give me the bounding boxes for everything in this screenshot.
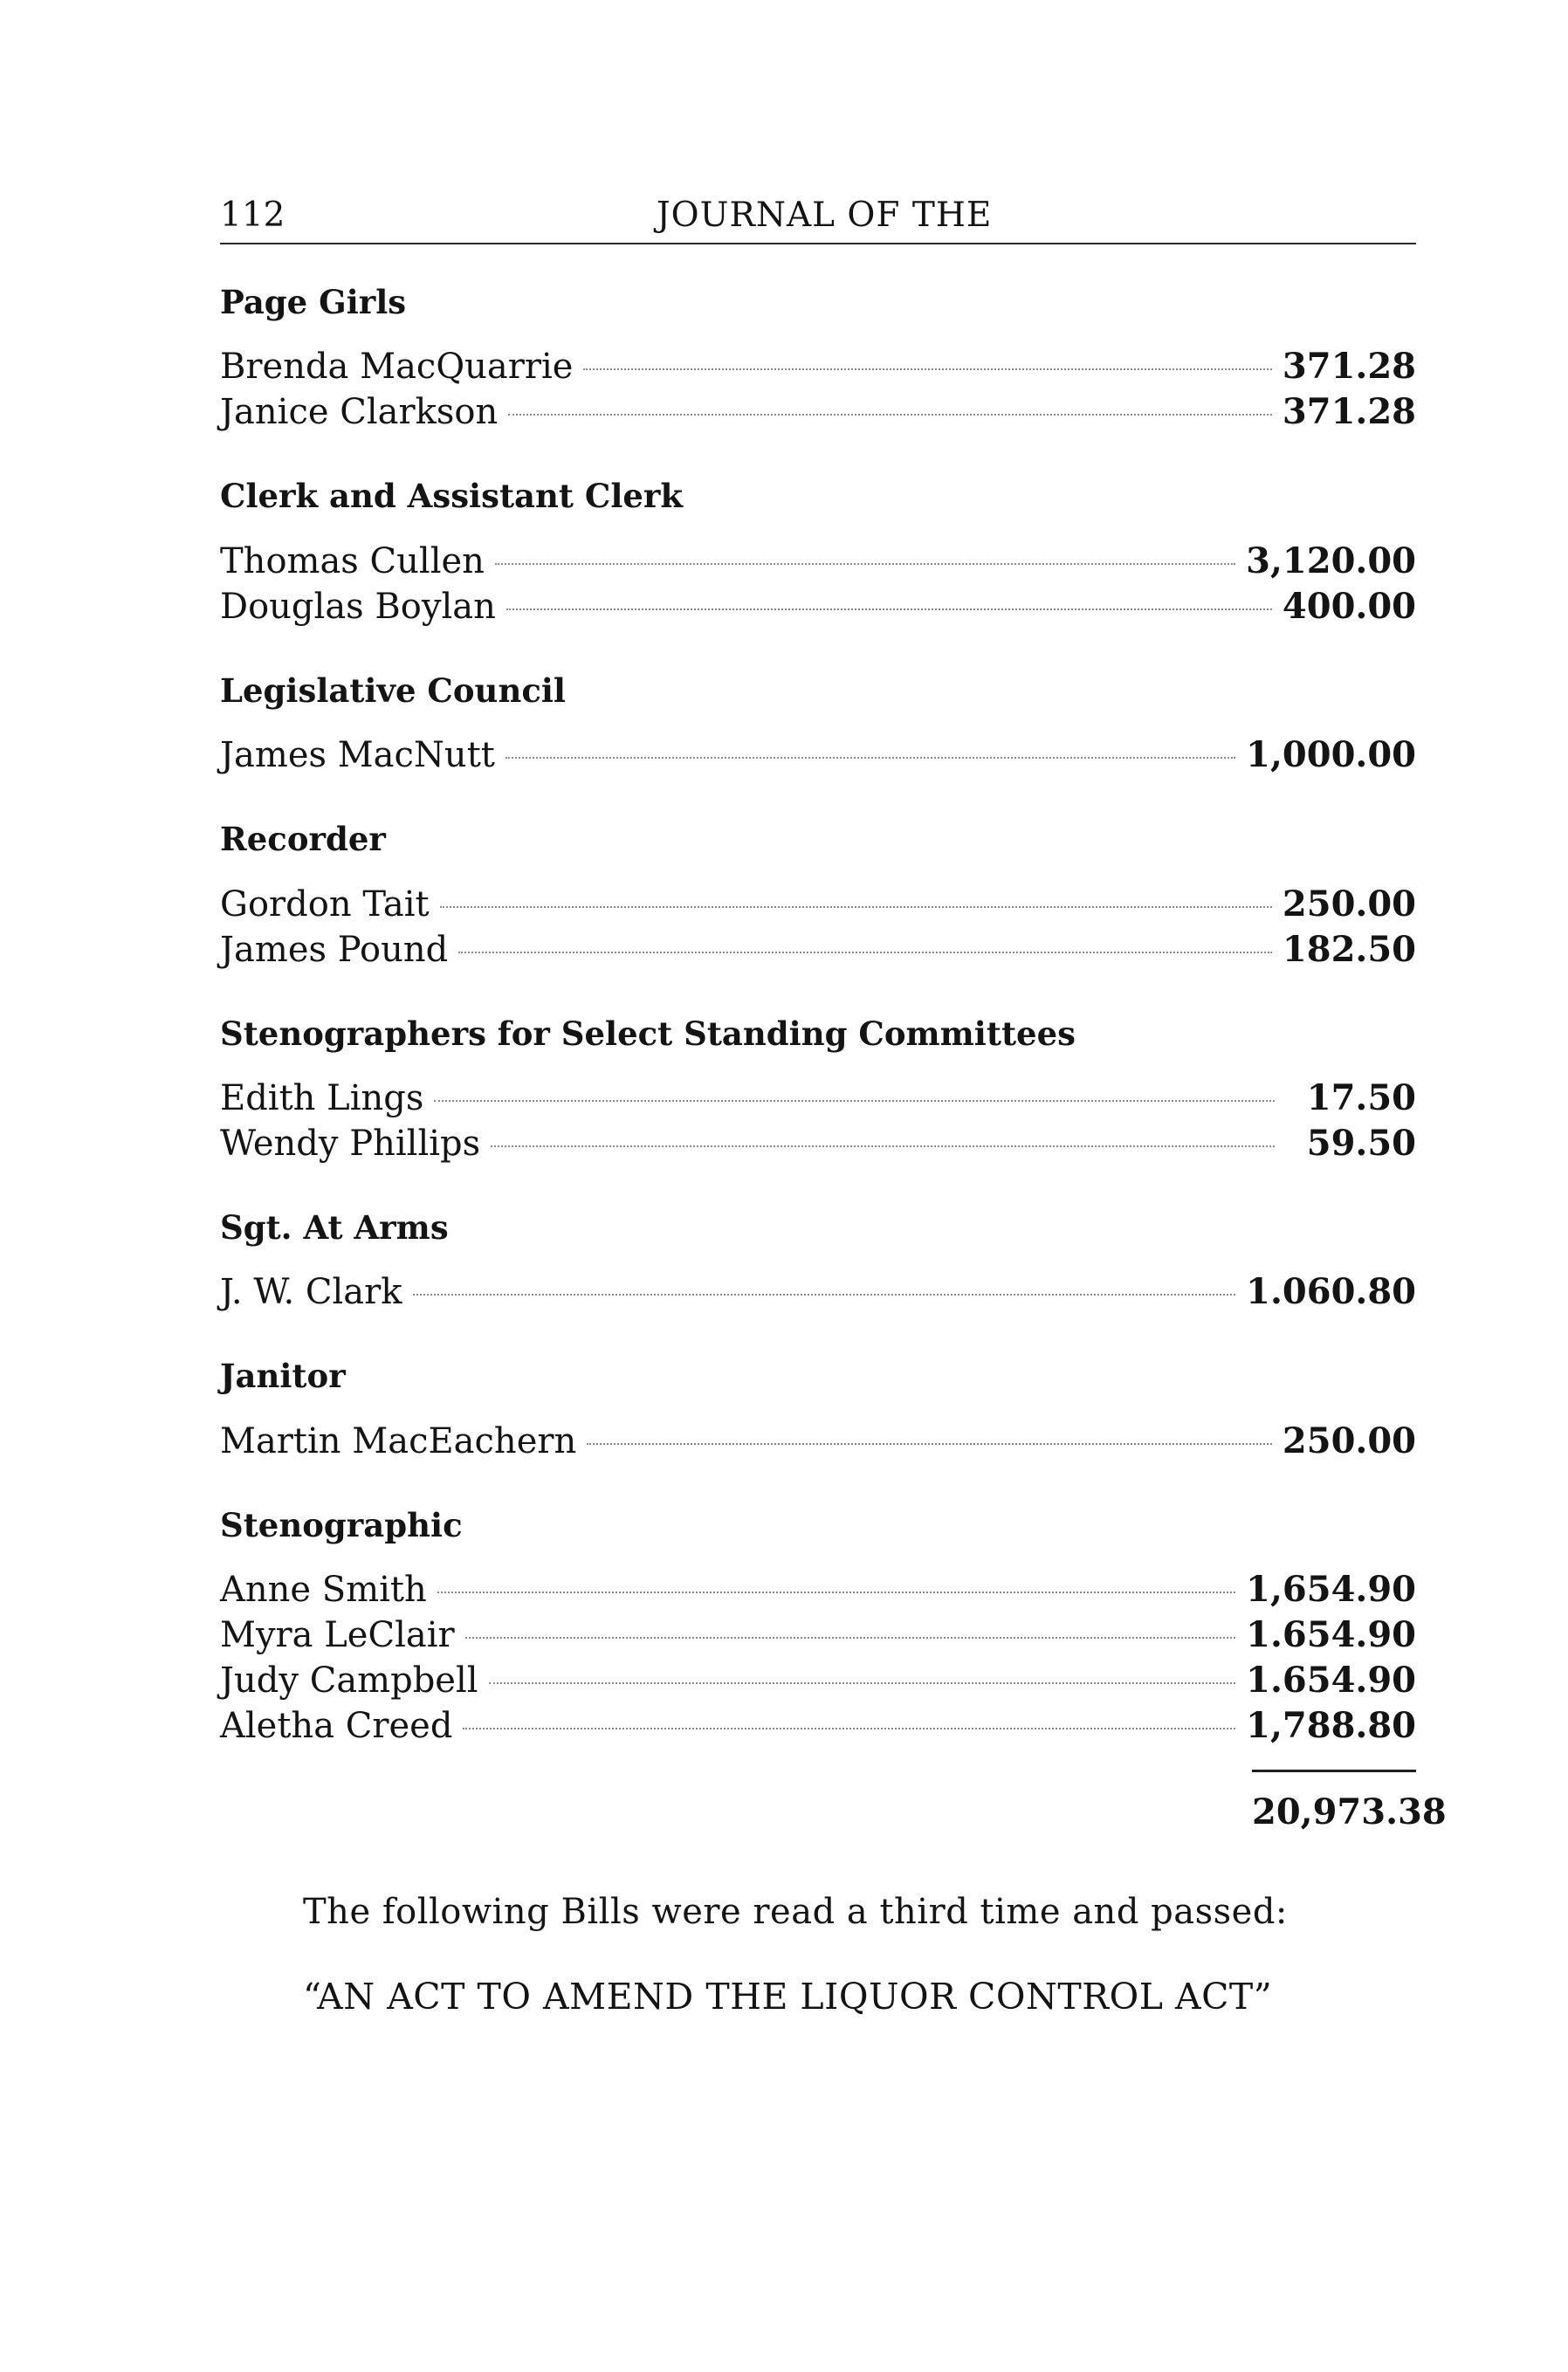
dot-leader xyxy=(458,952,1272,953)
dot-leader xyxy=(434,1100,1275,1102)
payment-amount: 1,654.90 xyxy=(1246,1569,1416,1611)
expense-row xyxy=(220,1269,1416,1315)
expense-row xyxy=(220,882,1416,927)
expense-row xyxy=(220,1419,1416,1464)
bill-title: “AN ACT TO AMEND THE LIQUOR CONTROL ACT” xyxy=(303,1976,1273,2018)
expense-row xyxy=(220,927,1416,973)
dot-leader xyxy=(440,906,1272,908)
page-header xyxy=(220,190,1416,244)
expense-section xyxy=(220,1208,1416,1315)
expense-row xyxy=(220,732,1416,778)
dot-leader xyxy=(489,1682,1236,1684)
payee-name: Myra LeClair xyxy=(220,1615,455,1656)
expense-sections xyxy=(220,283,1416,1749)
dot-leader xyxy=(491,1145,1275,1147)
payee-name: James MacNutt xyxy=(220,735,495,776)
payee-name: Edith Lings xyxy=(220,1077,424,1118)
total-block xyxy=(220,1770,1447,1833)
expense-section xyxy=(220,477,1416,629)
payment-amount: 400.00 xyxy=(1282,585,1416,627)
payee-name: Thomas Cullen xyxy=(220,540,485,581)
dot-leader xyxy=(437,1592,1235,1593)
expense-section xyxy=(220,1506,1416,1749)
payment-amount: 59.50 xyxy=(1306,1122,1416,1164)
payment-amount: 3,120.00 xyxy=(1246,540,1416,581)
payee-name: Janice Clarkson xyxy=(220,392,499,433)
payee-name: Aletha Creed xyxy=(220,1706,453,1747)
expense-row xyxy=(220,1567,1416,1612)
expense-row xyxy=(220,344,1416,389)
expense-section xyxy=(220,671,1416,778)
payee-name: Anne Smith xyxy=(220,1570,427,1611)
expense-section xyxy=(220,1014,1416,1166)
dot-leader xyxy=(413,1294,1236,1296)
payment-amount: 1,000.00 xyxy=(1246,734,1416,776)
payee-name: Brenda MacQuarrie xyxy=(220,347,574,388)
bills-statement: The following Bills were read a third time and passed: xyxy=(303,1892,1288,1933)
payee-name: Martin MacEachern xyxy=(220,1420,577,1461)
section-heading: Clerk and Assistant Clerk xyxy=(220,477,684,516)
dot-leader xyxy=(583,368,1271,370)
section-heading: Stenographers for Select Standing Committees xyxy=(220,1014,1076,1053)
payment-amount: 1.654.90 xyxy=(1246,1660,1416,1702)
expense-row xyxy=(220,1703,1416,1749)
dot-leader xyxy=(506,608,1272,610)
expense-row xyxy=(220,1121,1416,1166)
section-heading: Page Girls xyxy=(220,283,407,321)
dot-leader xyxy=(495,563,1235,565)
payment-amount: 1.654.90 xyxy=(1246,1614,1416,1656)
expense-section xyxy=(220,283,1416,435)
expense-section xyxy=(220,1357,1416,1463)
payment-amount: 371.28 xyxy=(1282,391,1416,433)
payment-amount: 371.28 xyxy=(1282,346,1416,388)
expense-row xyxy=(220,1612,1416,1658)
dot-leader xyxy=(508,414,1272,416)
payee-name: J. W. Clark xyxy=(220,1272,402,1313)
expense-row xyxy=(220,389,1416,435)
expense-row xyxy=(220,539,1416,584)
journal-page xyxy=(220,190,1447,2018)
grand-total: 20,973.38 xyxy=(1252,1770,1416,1832)
section-heading: Janitor xyxy=(220,1357,346,1396)
dot-leader xyxy=(505,757,1235,759)
payee-name: Douglas Boylan xyxy=(220,586,496,627)
dot-leader xyxy=(465,1637,1236,1639)
dot-leader xyxy=(587,1443,1272,1445)
section-heading: Legislative Council xyxy=(220,670,566,710)
expense-row xyxy=(220,1076,1416,1121)
payee-name: Wendy Phillips xyxy=(220,1123,481,1164)
section-heading: Recorder xyxy=(220,820,386,859)
payee-name: James Pound xyxy=(220,929,449,970)
expense-section xyxy=(220,820,1416,972)
running-title: JOURNAL OF THE xyxy=(657,196,993,235)
section-heading: Sgt. At Arms xyxy=(220,1207,449,1247)
payment-amount: 17.50 xyxy=(1306,1076,1416,1118)
payment-amount: 250.00 xyxy=(1282,1420,1416,1461)
payment-amount: 250.00 xyxy=(1282,883,1416,925)
page-number: 112 xyxy=(220,196,285,235)
payment-amount: 1,788.80 xyxy=(1246,1705,1416,1747)
dot-leader xyxy=(463,1728,1235,1729)
expense-row xyxy=(220,584,1416,629)
payee-name: Judy Campbell xyxy=(220,1660,478,1702)
section-heading: Stenographic xyxy=(220,1505,463,1544)
payment-amount: 1.060.80 xyxy=(1246,1271,1416,1313)
payment-amount: 182.50 xyxy=(1282,928,1416,970)
payee-name: Gordon Tait xyxy=(220,883,430,925)
expense-row xyxy=(220,1658,1416,1703)
